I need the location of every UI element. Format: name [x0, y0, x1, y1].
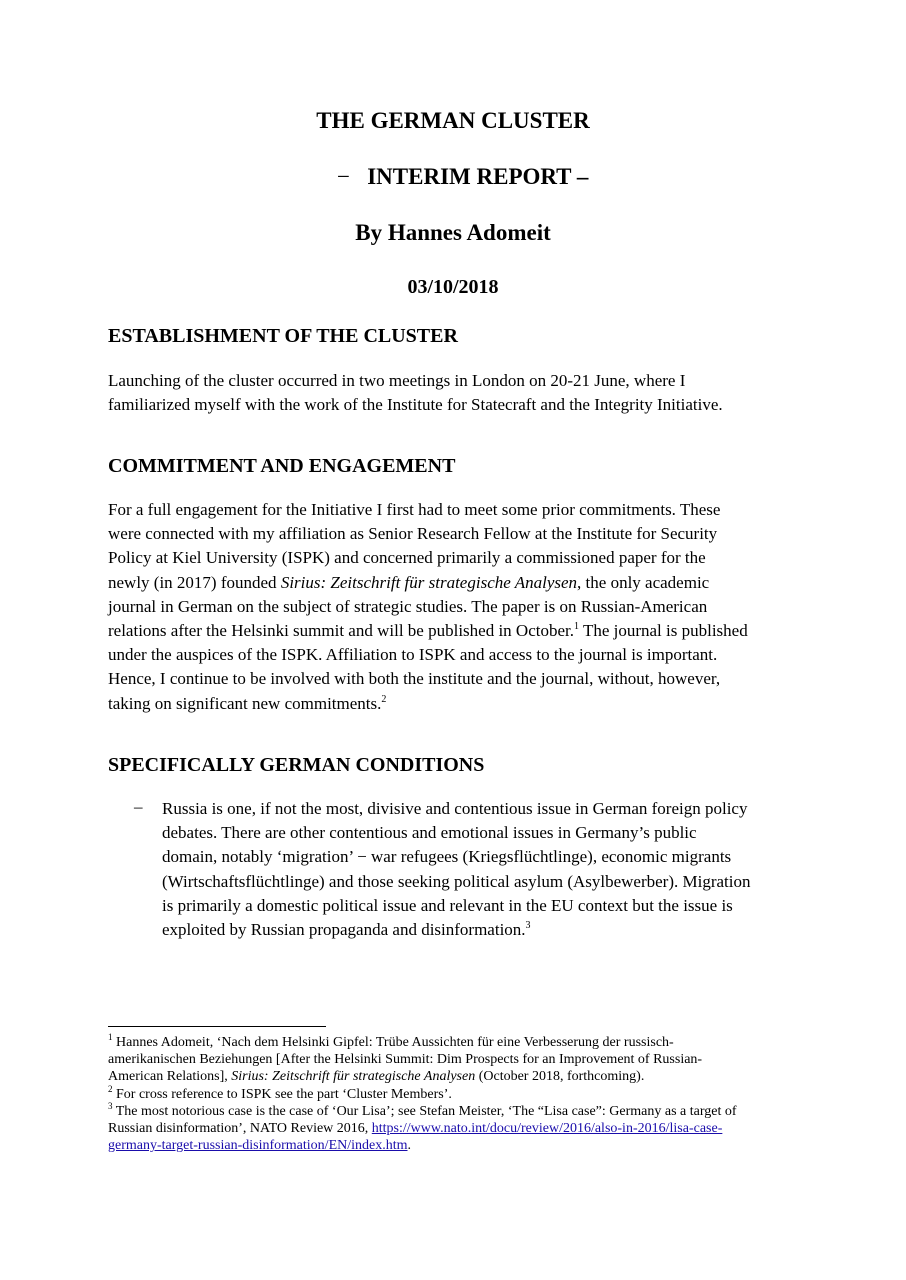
- paragraph-line: Hence, I continue to be involved with both the institute and the journal, without, however,: [108, 669, 721, 689]
- text-run: For cross reference to ISPK see the part ‘Cluster Members’.: [112, 1086, 452, 1102]
- text-run: Russian disinformation’, NATO Review 2016,: [108, 1121, 372, 1137]
- nato-review-link[interactable]: https://www.nato.int/docu/review/2016/also-in-2016/lisa-case-: [371, 1121, 723, 1137]
- bullet-line: is primarily a domestic political issue and relevant in the EU context but the issue is: [162, 895, 733, 915]
- paragraph-line: [108, 619, 808, 643]
- bullet-item: [162, 797, 750, 942]
- footnote-ref[interactable]: 3: [525, 920, 531, 932]
- footnote-number: 1: [108, 1032, 113, 1042]
- paragraph-line: journal in German on the subject of strategic studies. The paper is on Russian-American: [108, 596, 708, 616]
- bullet-line: domain, notably ‘migration’ − war refugees (Kriegsflüchtlinge), economic migrants: [162, 847, 732, 867]
- paragraph-line: [108, 571, 808, 595]
- text-run: taking on significant new commitments.: [108, 693, 382, 713]
- text-run: relations after the Helsinki summit and will be published in October.: [108, 621, 574, 641]
- footnote-2: [108, 1083, 737, 1103]
- footnote-1: [108, 1034, 737, 1051]
- footnote-separator: [108, 1026, 326, 1027]
- paragraph-line: familiarized myself with the work of the Institute for Statecraft and the Integrity Initiative.: [108, 395, 723, 415]
- nato-review-link[interactable]: germany-target-russian-disinformation/EN/index.htm: [108, 1138, 408, 1154]
- text-run: Hannes Adomeit, ‘Nach dem Helsinki Gipfel: Trübe Aussichten für eine Verbesserung der russisch-: [112, 1035, 674, 1050]
- footnote-number: 3: [108, 1100, 113, 1111]
- section-heading-establishment: ESTABLISHMENT OF THE CLUSTER: [108, 325, 458, 347]
- footnote-ref[interactable]: 2: [381, 693, 387, 705]
- paragraph-line: under the auspices of the ISPK. Affiliation to ISPK and access to the journal is important.: [108, 645, 718, 665]
- footnote-1-cont: [108, 1068, 737, 1085]
- section-body-commitment: [108, 498, 808, 716]
- subtitle-text: INTERIM REPORT –: [367, 164, 589, 189]
- paragraph-line: [108, 692, 808, 716]
- document-subtitle: [337, 164, 588, 190]
- footnote-ref[interactable]: 1: [574, 621, 579, 633]
- text-run: The journal is published: [579, 621, 748, 641]
- text-run: American Relations],: [108, 1069, 232, 1085]
- bullet-line: debates. There are other contentious and emotional issues in Germany’s public: [162, 823, 697, 843]
- paragraph-line: were connected with my affiliation as Senior Research Fellow at the Institute for Security: [108, 524, 718, 544]
- bullet-line: (Wirtschaftsflüchtlinge) and those seeking political asylum (Asylbewerber). Migration: [162, 871, 751, 891]
- paragraph-line: For a full engagement for the Initiative I first had to meet some prior commitments. These: [108, 500, 721, 519]
- footnote-number: 2: [108, 1083, 113, 1094]
- section-body-establishment: [108, 369, 808, 417]
- subtitle-dash: −: [337, 164, 350, 189]
- paragraph-line: Launching of the cluster occurred in two meetings in London on 20-21 June, where I: [108, 371, 686, 390]
- text-run: The most notorious case is the case of ‘Our Lisa’; see Stefan Meister, ‘The “Lisa case”: Germany as a target of: [112, 1103, 737, 1119]
- footnotes: [108, 1034, 737, 1154]
- paragraph-line: Policy at Kiel University (ISPK) and concerned primarily a commissioned paper for the: [108, 548, 706, 568]
- section-heading-german-conditions: SPECIFICALLY GERMAN CONDITIONS: [108, 754, 485, 776]
- footnote-3-cont: [108, 1137, 737, 1154]
- bullet-dash: –: [134, 797, 143, 816]
- bullet-line: [162, 918, 750, 942]
- text-run: .: [407, 1138, 412, 1154]
- footnote-1-cont: amerikanischen Beziehungen [After the Helsinki Summit: Dim Prospects for an Improvement of Russian-: [108, 1052, 703, 1068]
- section-heading-commitment: COMMITMENT AND ENGAGEMENT: [108, 455, 456, 477]
- bullet-line: Russia is one, if not the most, divisive and contentious issue in German foreign policy: [162, 799, 748, 818]
- journal-title: Sirius: Zeitschrift für strategische Analysen: [280, 572, 578, 592]
- document-title: THE GERMAN CLUSTER: [316, 108, 590, 133]
- footnote-3: [108, 1100, 737, 1120]
- document-date: 03/10/2018: [407, 276, 499, 298]
- text-run: newly (in 2017) founded: [108, 572, 281, 592]
- footnote-3-cont: [108, 1120, 737, 1137]
- journal-title: Sirius: Zeitschrift für strategische Analysen: [231, 1069, 476, 1085]
- text-run: exploited by Russian propaganda and disinformation.: [162, 920, 526, 940]
- text-run: , the only academic: [577, 572, 710, 592]
- document-author: By Hannes Adomeit: [355, 220, 551, 245]
- text-run: (October 2018, forthcoming).: [475, 1069, 645, 1085]
